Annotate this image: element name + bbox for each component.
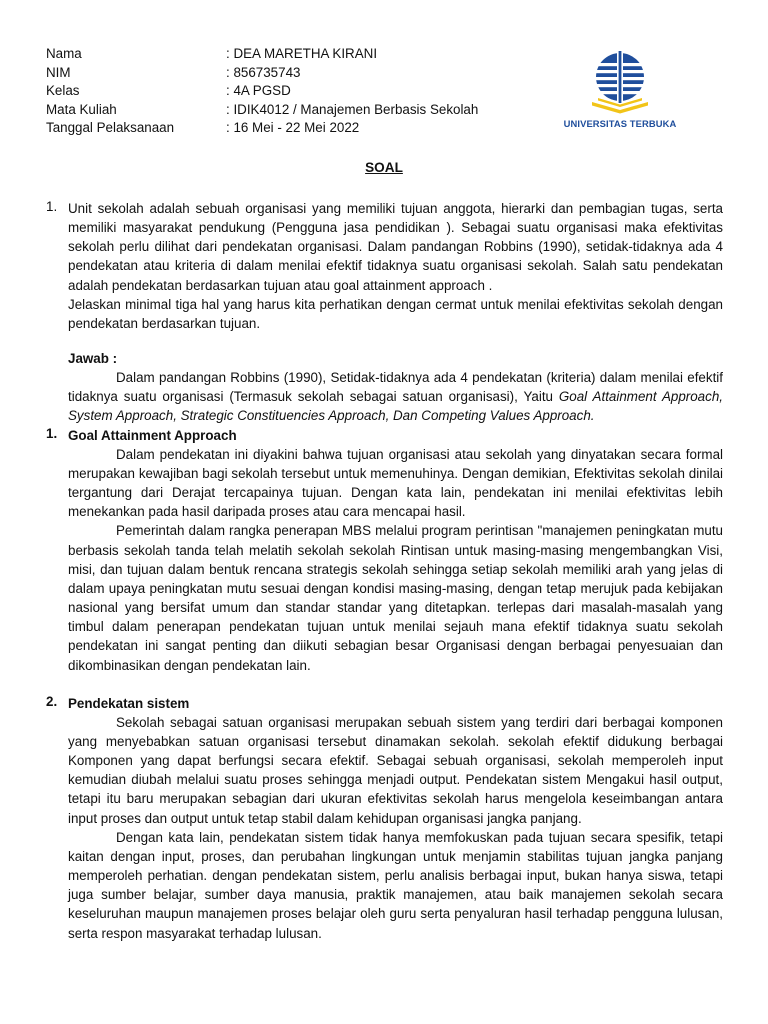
info-row-kelas xyxy=(46,82,478,101)
info-row-nim xyxy=(46,64,478,83)
section-number: 1. xyxy=(46,425,58,441)
section-paragraph: Pemerintah dalam rangka penerapan MBS melalui program perintisan "manajemen peningkatan mutu berbasis sekolah tanda telah melatih sekolah sekolah Rintisan untuk masing-masing mengembangkan Visi, misi, dan tujuan dalam bentuk rencana strategis sekolah sehingga setiap sekolah memiliki arah yang jelas di dalam upaya peningkatan mutu sesuai dengan kondisi masing-masing, dengan tetap merujuk pada kebijakan nasional yang bersifat umum dan standar standar yang ditetapkan. terlepas dari masalah-masalah yang timbul dalam penerapan pendekatan tujuan untuk menilai sejauh mana efektif tidaknya suatu sekolah pendekatan ini sangat penting dan diikuti sebagian besar Organisasi dengan berbagai penyesuaian dan dikombinasikan dengan pendekatan lain. xyxy=(68,523,723,673)
info-value: : DEA MARETHA KIRANI xyxy=(226,46,378,61)
student-info xyxy=(46,45,478,138)
info-label: Kelas xyxy=(46,83,80,98)
info-row-mata-kuliah xyxy=(46,101,478,120)
question-instruction: Jelaskan minimal tiga hal yang harus kita perhatikan dengan cermat untuk menilai efektivitas sekolah dengan pendekatan berdasarkan tujuan. xyxy=(68,296,723,331)
university-name: UNIVERSITAS TERBUKA xyxy=(563,118,677,129)
info-label: Nama xyxy=(46,46,82,61)
section-number: 2. xyxy=(46,693,58,709)
question-block xyxy=(46,199,723,333)
info-row-tanggal xyxy=(46,119,478,138)
answer-intro xyxy=(68,368,723,425)
answer-heading: Jawab : xyxy=(68,351,118,366)
info-label: Tanggal Pelaksanaan xyxy=(46,120,175,135)
answer-intro-text: Dalam pandangan Robbins (1990), Setidak-tidaknya ada 4 pendekatan (kriteria) dalam menilai efektif tidaknya suatu organisasi (Termasuk sekolah sebagai satuan organisasi), Yaitu xyxy=(68,370,723,405)
info-value: : IDIK4012 / Manajemen Berbasis Sekolah xyxy=(226,101,479,117)
section-pendekatan-sistem xyxy=(46,693,723,943)
answer-block xyxy=(46,349,723,943)
university-logo xyxy=(562,46,678,129)
answer-intro-approaches: Goal Attainment Approach, System Approach, Strategic Constituencies Approach, Dan Competing Values Approach. xyxy=(68,389,723,424)
section-paragraph: Dengan kata lain, pendekatan sistem tidak hanya memfokuskan pada tujuan secara spesifik, tetapi kaitan dengan input, proses, dan perubahan lingkungan untuk menjamin stabilitas tujuan jangka panjang memperoleh perhatian. dengan pendekatan sistem, perlu analisis berbagai input, bukan hanya siswa, tetapi juga sumber belajar, sumber daya manusia, praktik manajemen, atau baik manajemen sekolah secara keseluruhan maupun manajemen proses belajar oleh guru serta penyaluran hasil terhadap pengguna lulusan, serta respon masyarakat terhadap lulusan. xyxy=(68,829,723,941)
page-title: SOAL xyxy=(365,160,403,175)
section-paragraph: Sekolah sebagai satuan organisasi merupakan sebuah sistem yang terdiri dari berbagai komponen yang menyebabkan satuan organisasi tersebut dinamakan sekolah. sekolah efektif didukung berbagai Komponen yang dapat berfungsi secara efektif. Sebagai sebuah organisasi, sekolah memperoleh input kemudian diubah melalui suatu proses sehingga menjadi output. Pendekatan sistem Mengakui hasil output, tetapi itu baru merupakan sebagian dari ukuran efektivitas sekolah harus mengelola keseimbangan antara input proses dan output untuk tetap stabil dalam kehidupan organisasi jangka panjang. xyxy=(68,714,723,826)
university-emblem-icon xyxy=(580,46,660,116)
section-title: Goal Attainment Approach xyxy=(68,427,237,443)
question-paragraph: Unit sekolah adalah sebuah organisasi yang memiliki tujuan anggota, hierarki dan pembagian tugas, serta memiliki masyarakat pendukung (Pengguna jasa pendidikan ). Sebagai suatu organisasi maka efektivitas sekolah perlu dilihat dari pendekatan organisasi. Dalam pandangan Robbins (1990), setidak-tidaknya ada 4 pendekatan atau kriteria di dalam menilai efektif tidaknya suatu organisasi sekolah. Salah satu pendekatan adalah pendekatan berdasarkan tujuan atau goal attainment approach . xyxy=(68,201,723,293)
info-label: NIM xyxy=(46,64,71,80)
info-value: : 856735743 xyxy=(226,64,301,80)
info-label: Mata Kuliah xyxy=(46,101,117,117)
info-row-nama xyxy=(46,45,478,64)
question-number: 1. xyxy=(46,199,58,214)
section-paragraph: Dalam pendekatan ini diyakini bahwa tujuan organisasi atau sekolah yang dinyatakan secara formal merupakan kewajiban bagi sekolah tersebut untuk memenuhinya. Dengan demikian, Efektivitas sekolah dinilai tergantung dari Derajat tercapainya tujuan. Dengan kata lain, pendekatan ini menilai efektivitas lebih menekankan pada hasil daripada proses atau cara mencapai hasil. xyxy=(68,446,723,520)
section-goal-attainment xyxy=(46,425,723,675)
info-value: : 4A PGSD xyxy=(226,83,291,98)
info-value: : 16 Mei - 22 Mei 2022 xyxy=(226,120,360,135)
section-title: Pendekatan sistem xyxy=(68,695,190,711)
